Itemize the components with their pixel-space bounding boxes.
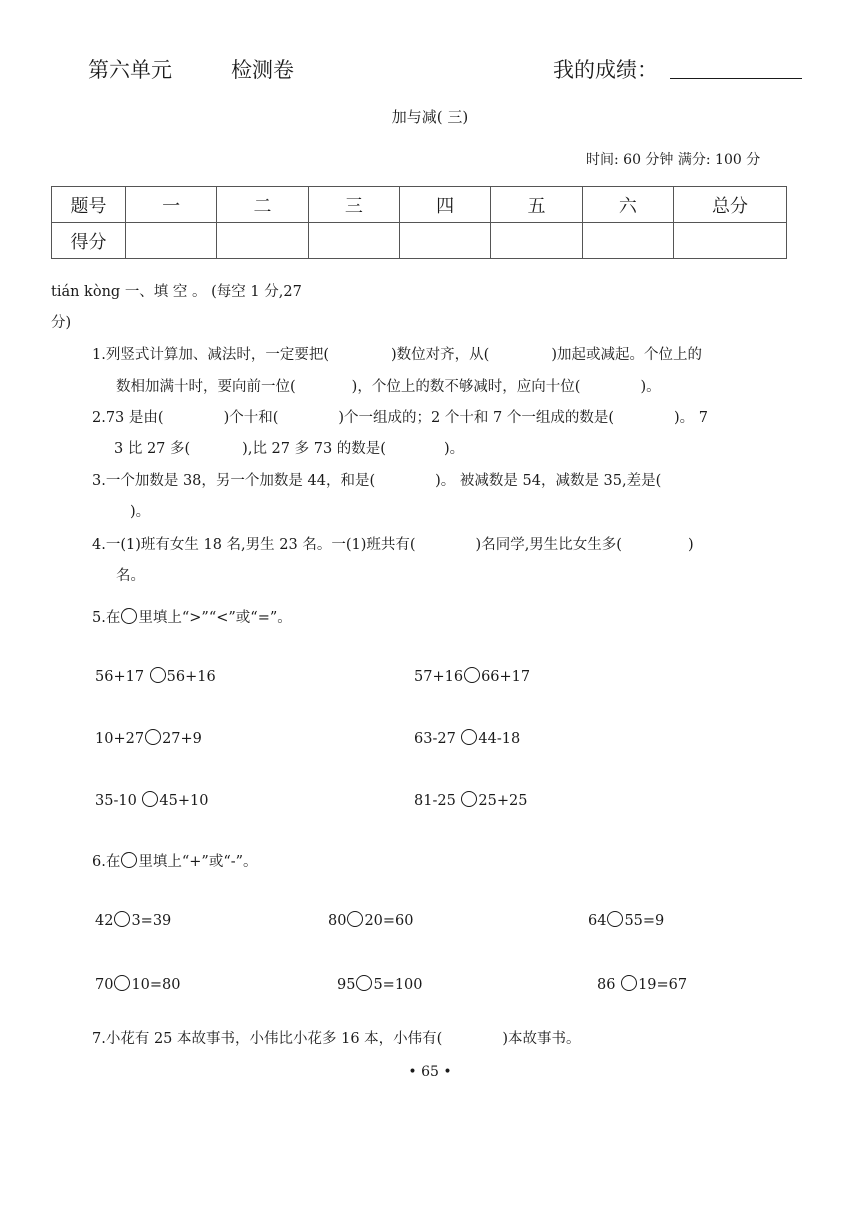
q-text: 86 bbox=[597, 977, 621, 993]
question-7 bbox=[92, 1027, 581, 1048]
operator-item bbox=[95, 911, 171, 929]
q-text: 64 bbox=[588, 913, 607, 929]
q-text: 44-18 bbox=[478, 731, 521, 747]
question-4-line-2: 名。 bbox=[116, 568, 145, 584]
section-title-cont: 分) bbox=[51, 315, 72, 331]
section-title-text: 一、填 空 。 (每空 1 分,27 bbox=[124, 284, 302, 300]
q-text: )。 7 bbox=[673, 410, 708, 426]
score-input-cell[interactable] bbox=[674, 223, 787, 259]
q-text: 6.在 bbox=[92, 854, 121, 870]
compare-item bbox=[414, 667, 530, 685]
question-4-line-1 bbox=[92, 533, 694, 554]
q-text: 5.在 bbox=[92, 610, 121, 626]
q-text: )。 被减数是 54，减数是 35,差是( bbox=[435, 473, 662, 489]
score-table bbox=[51, 186, 787, 259]
q-text: 19=67 bbox=[638, 977, 688, 993]
page-subtitle: 加与减( 三) bbox=[391, 108, 469, 126]
operator-item bbox=[328, 911, 414, 929]
q-text: ) bbox=[687, 537, 694, 553]
question-6-prompt bbox=[92, 850, 258, 871]
compare-item bbox=[95, 791, 208, 809]
my-score-label: 我的成绩： bbox=[553, 58, 658, 82]
q-text: )。 bbox=[443, 441, 465, 457]
answer-circle[interactable] bbox=[461, 791, 477, 807]
question-2-line-2 bbox=[114, 437, 464, 458]
q-text: 80 bbox=[328, 913, 347, 929]
q-text: 里填上“+”或“-”。 bbox=[138, 854, 258, 870]
score-table-cell: 四 bbox=[399, 187, 490, 223]
q-text: 3 比 27 多( bbox=[114, 441, 191, 457]
q-text: 里填上“>”“<”或“=”。 bbox=[138, 610, 292, 626]
circle-icon bbox=[121, 608, 137, 624]
q-text: 70 bbox=[95, 977, 114, 993]
answer-circle[interactable] bbox=[621, 975, 637, 991]
q-text: )数位对齐，从( bbox=[391, 347, 490, 363]
answer-circle[interactable] bbox=[461, 729, 477, 745]
q-text: 3=39 bbox=[131, 913, 172, 929]
score-table-cell: 得分 bbox=[52, 223, 126, 259]
q-text: )个一组成的；2 个十和 7 个一组成的数是( bbox=[338, 410, 614, 426]
q-text: 25+25 bbox=[478, 793, 528, 809]
question-3-line-1 bbox=[92, 469, 661, 490]
q-text: 42 bbox=[95, 913, 114, 929]
score-input-cell[interactable] bbox=[582, 223, 673, 259]
question-2-line-1 bbox=[92, 406, 708, 427]
score-table-cell: 二 bbox=[217, 187, 308, 223]
q-text: 63-27 bbox=[414, 731, 461, 747]
q-text: )个十和( bbox=[223, 410, 279, 426]
q-text: )。 bbox=[130, 504, 151, 520]
score-table-cell: 五 bbox=[491, 187, 582, 223]
q-text: )。 bbox=[640, 379, 661, 395]
operator-item bbox=[588, 911, 664, 929]
score-table-score-row bbox=[52, 223, 787, 259]
q-text: 35-10 bbox=[95, 793, 142, 809]
section-title bbox=[51, 280, 302, 301]
q-text: 57+16 bbox=[414, 669, 464, 685]
question-1-line-1 bbox=[92, 343, 702, 364]
q-text: 27+9 bbox=[162, 731, 202, 747]
q-text: 66+17 bbox=[481, 669, 531, 685]
compare-item bbox=[414, 791, 527, 809]
answer-circle[interactable] bbox=[607, 911, 623, 927]
score-table-cell: 题号 bbox=[52, 187, 126, 223]
header-unit: 第六单元 bbox=[88, 58, 172, 82]
q-text: )加起或减起。个位上的 bbox=[551, 347, 702, 363]
q-text: 10+27 bbox=[95, 731, 145, 747]
answer-circle[interactable] bbox=[145, 729, 161, 745]
q-text: 95 bbox=[337, 977, 356, 993]
score-input-cell[interactable] bbox=[491, 223, 582, 259]
operator-item bbox=[337, 975, 423, 993]
q-text: 7.小花有 25 本故事书，小伟比小花多 16 本，小伟有( bbox=[92, 1031, 443, 1047]
score-input-cell[interactable] bbox=[399, 223, 490, 259]
q-text: 45+10 bbox=[159, 793, 209, 809]
question-5-prompt bbox=[92, 606, 292, 627]
score-table-cell: 总分 bbox=[674, 187, 787, 223]
compare-item bbox=[95, 729, 202, 747]
q-text: 4.一(1)班有女生 18 名,男生 23 名。一(1)班共有( bbox=[92, 537, 416, 553]
q-text: 56+16 bbox=[166, 669, 216, 685]
q-text: )本故事书。 bbox=[502, 1031, 581, 1047]
my-score-blank[interactable] bbox=[670, 78, 802, 79]
section-pinyin: tián kòng bbox=[51, 284, 121, 300]
answer-circle[interactable] bbox=[142, 791, 158, 807]
q-text: 2.73 是由( bbox=[92, 410, 164, 426]
q-text: 1.列竖式计算加、减法时，一定要把( bbox=[92, 347, 329, 363]
circle-icon bbox=[121, 852, 137, 868]
q-text: 5=100 bbox=[373, 977, 423, 993]
operator-item bbox=[597, 975, 687, 993]
header-test-type: 检测卷 bbox=[231, 58, 294, 82]
q-text: 3.一个加数是 38，另一个加数是 44，和是( bbox=[92, 473, 376, 489]
question-3-line-2 bbox=[116, 500, 150, 521]
score-table-header-row bbox=[52, 187, 787, 223]
score-table-cell: 三 bbox=[308, 187, 399, 223]
score-input-cell[interactable] bbox=[126, 223, 217, 259]
answer-circle[interactable] bbox=[114, 911, 130, 927]
question-1-line-2 bbox=[116, 375, 661, 396]
q-text: )，个位上的数不够减时，应向十位( bbox=[351, 379, 581, 395]
operator-item bbox=[95, 975, 181, 993]
compare-item bbox=[414, 729, 520, 747]
answer-circle[interactable] bbox=[356, 975, 372, 991]
page-number: • 65 • bbox=[408, 1064, 452, 1080]
score-input-cell[interactable] bbox=[217, 223, 308, 259]
compare-item bbox=[95, 667, 216, 685]
answer-circle[interactable] bbox=[464, 667, 480, 683]
q-text: 10=80 bbox=[131, 977, 181, 993]
answer-circle[interactable] bbox=[347, 911, 363, 927]
q-text: )名同学,男生比女生多( bbox=[475, 537, 622, 553]
score-input-cell[interactable] bbox=[308, 223, 399, 259]
answer-circle[interactable] bbox=[150, 667, 166, 683]
score-table-cell: 六 bbox=[582, 187, 673, 223]
q-text: 56+17 bbox=[95, 669, 149, 685]
q-text: 数相加满十时，要向前一位( bbox=[116, 379, 296, 395]
q-text: 55=9 bbox=[624, 913, 665, 929]
q-text: 81-25 bbox=[414, 793, 461, 809]
q-text: 20=60 bbox=[364, 913, 414, 929]
q-text: ),比 27 多 73 的数是( bbox=[242, 441, 386, 457]
answer-circle[interactable] bbox=[114, 975, 130, 991]
score-table-cell: 一 bbox=[126, 187, 217, 223]
time-info: 时间: 60 分钟 满分: 100 分 bbox=[586, 152, 761, 168]
